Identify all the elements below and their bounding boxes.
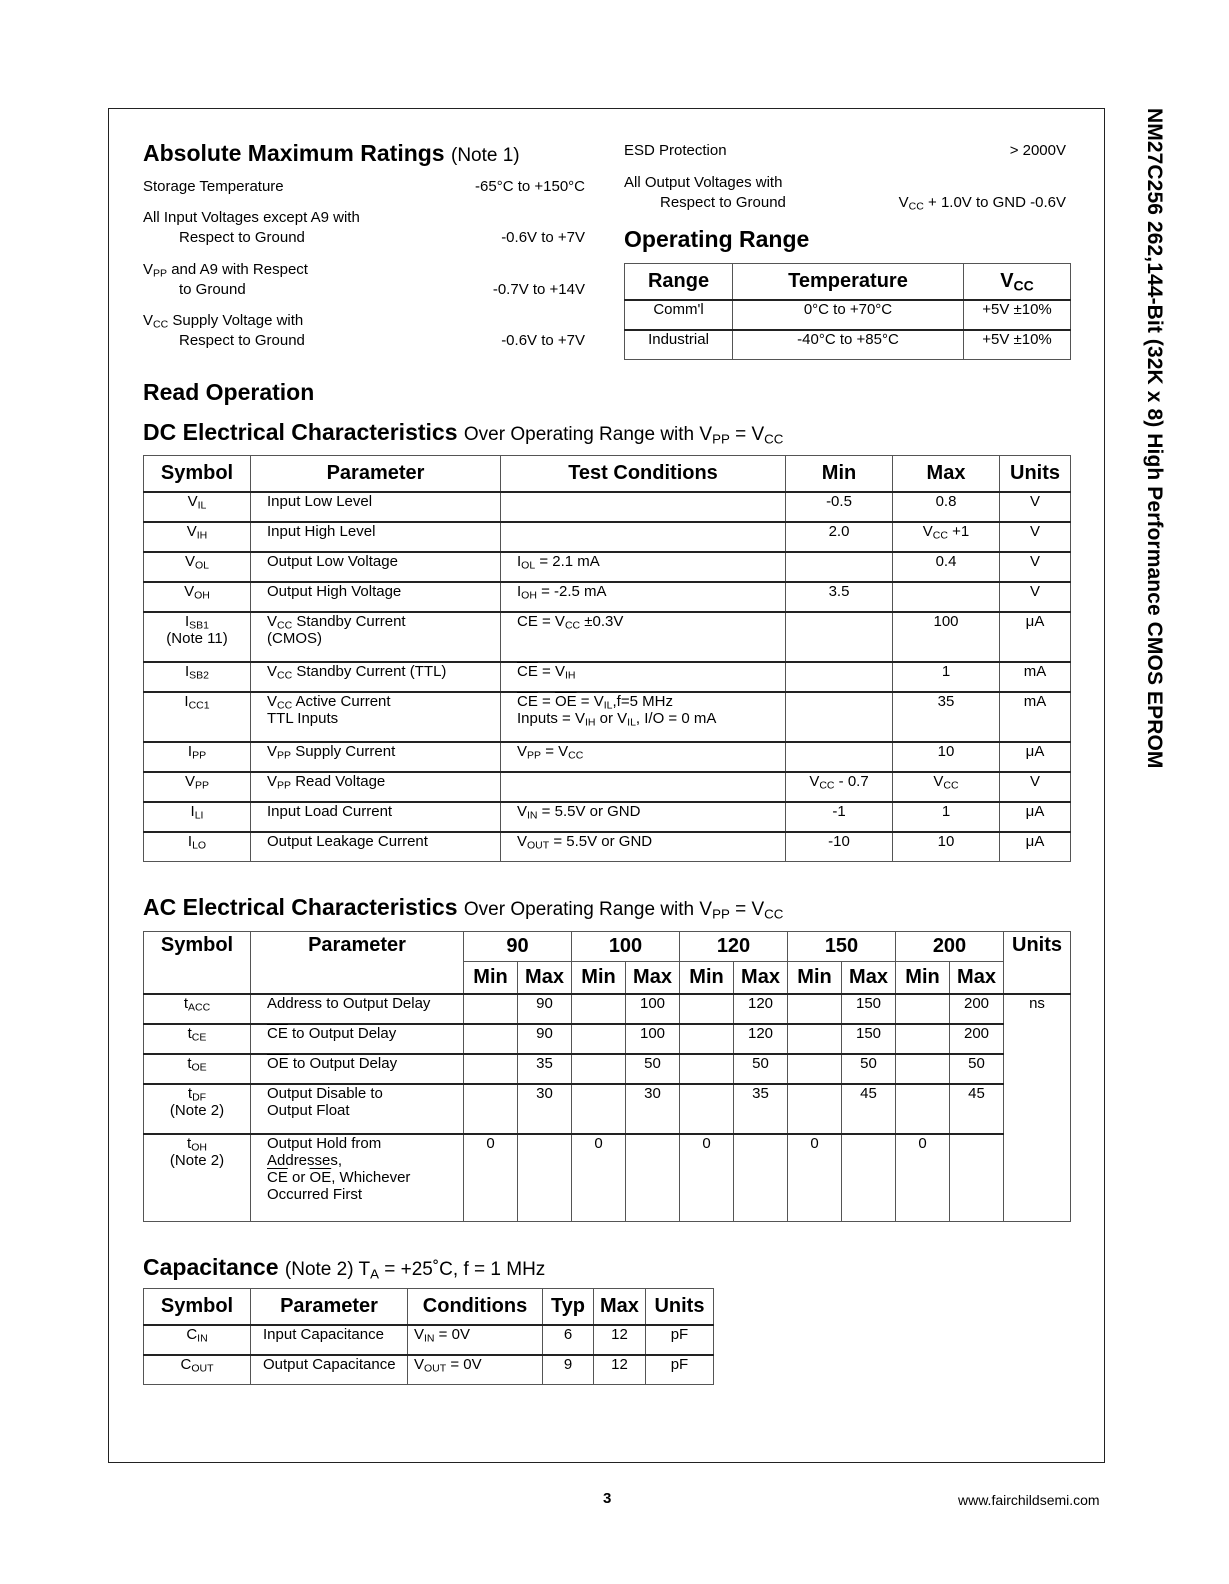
table-row: $V_{OL}$ Output Low Voltage $I_{OL} = 2.1$ mA 0.4 V [144,552,1071,582]
operating-range-table: Range Temperature $V_{CC}$ Comm'l 0°C to +70°C +5V ±10% Industrial -40°C to +85°C +5V ±10% [624,263,1071,360]
rating-input-voltages: All Input Voltages except A9 with Respect to Ground -0.6V to +7V [143,209,585,246]
table-row: $t_{DF}$ (Note 2) Output Disable to Output Float 30 30 35 45 45 [144,1084,1071,1134]
table-row: $V_{IL}$ Input Low Level -0.5 0.8 V [144,492,1071,522]
table-row: $I_{LO}$ Output Leakage Current $V_{OUT} = 5.5V$ or GND -10 10 μA [144,832,1071,862]
table-row: $t_{OE}$ $\overline{OE}$ to Output Delay 35 50 50 50 50 [144,1054,1071,1084]
operating-range-title: Operating Range [624,226,810,252]
table-row: $I_{PP}$ $V_{PP}$ Supply Current $V_{PP} = V_{CC}$ 10 μA [144,742,1071,772]
capacitance-table: Symbol Parameter Conditions Typ Max Units $C_{IN}$ Input Capacitance $V_{IN} = 0V$ 6 12 pF $C_{OUT}$ Output Capacitance $V_{OUT} = 0V$ 9 12 pF [143,1288,714,1385]
rating-storage: Storage Temperature -65°C to +150°C [143,178,585,195]
page-number: 3 [603,1490,612,1507]
rating-vcc-supply: $V_{CC}$ Supply Voltage with Respect to Ground -0.6V to +7V [143,312,585,349]
table-row: Industrial -40°C to +85°C +5V ±10% [625,330,1071,360]
table-row: $t_{OH}$ (Note 2) Output Hold from Addresses, $\overline{CE}$ or $\overline{OE}$, Whichever Occurred First 0 0 0 0 0 [144,1134,1071,1222]
table-row: $I_{SB2}$ $V_{CC}$ Standby Current (TTL) $\overline{CE} = V_{IH}$ 1 mA [144,662,1071,692]
table-row: $I_{SB1}$ (Note 11) $V_{CC}$ Standby Current (CMOS) CE = $V_{CC} \pm 0.3V$ 100 μA [144,612,1071,662]
side-title: NM27C256 262,144-Bit (32K x 8) High Performance CMOS EPROM [1143,108,1166,769]
table-row: $I_{LI}$ Input Load Current $V_{IN} = 5.5V$ or GND -1 1 μA [144,802,1071,832]
table-row: Comm'l 0°C to +70°C +5V ±10% [625,300,1071,330]
dc-title: DC Electrical Characteristics Over Operating Range with $V_{PP} = V_{CC}$ [143,419,784,447]
read-operation-title: Read Operation [143,379,315,405]
rating-esd: ESD Protection > 2000V [624,142,1066,159]
dc-table: Symbol Parameter Test Conditions Min Max Units $V_{IL}$ Input Low Level -0.5 0.8 V $V_{IH}$ Input High Level 2.0 $V_{CC} +1$ V $V_{OL}$ Output Low Voltage $I_{OL} = 2.1$ mA 0.4 V $V_{OH}$ Output High Voltage $I_{OH} = -2.5$ mA 3.5 V $I_{SB1}$ (Note 11) $V_{CC}$ Standby Current (CMOS) CE = $V_{CC} \pm 0.3V$ 100 μA $I_{SB2}$ $V_{CC}$ Standby Current (TTL) $\overline{CE} = V_{IH}$ 1 mA $I_{CC1}$ $V_{CC}$ Active Current TTL Inputs $\overline{CE} = \overline{OE} = V_{IL},f=5$ MHz Inputs = $V_{IH}$ or $V_{IL}$, I/O = 0 mA 35 mA $I_{PP}$ $V_{PP}$ Supply Current $V_{PP} = V_{CC}$ 10 μA $V_{PP}$ $V_{PP}$ Read Voltage $V_{CC} - 0.7$ $V_{CC}$ V $I_{LI}$ Input Load Current $V_{IN} = 5.5V$ or GND -1 1 μA $I_{LO}$ Output Leakage Current $V_{OUT} = 5.5V$ or GND -10 10 μA [143,455,1071,862]
capacitance-title: Capacitance (Note 2) $T_A$ = +25˚C, f = 1 MHz [143,1254,546,1282]
table-row: $V_{OH}$ Output High Voltage $I_{OH} = -2.5$ mA 3.5 V [144,582,1071,612]
table-row: $I_{CC1}$ $V_{CC}$ Active Current TTL Inputs $\overline{CE} = \overline{OE} = V_{IL},f=5$ MHz Inputs = $V_{IH}$ or $V_{IL}$, I/O = 0 mA 35 mA [144,692,1071,742]
rating-output-voltages: All Output Voltages with Respect to Ground $V_{CC} + 1.0V$ to GND -0.6V [624,174,1066,213]
ac-title: AC Electrical Characteristics Over Operating Range with $V_{PP} = V_{CC}$ [143,894,784,922]
table-row: $V_{PP}$ $V_{PP}$ Read Voltage $V_{CC} - 0.7$ $V_{CC}$ V [144,772,1071,802]
abs-max-title: Absolute Maximum Ratings (Note 1) [143,140,520,166]
table-row: $C_{IN}$ Input Capacitance $V_{IN} = 0V$ 6 12 pF [144,1325,714,1355]
table-row: $t_{ACC}$ Address to Output Delay 90 100 120 150 200 ns [144,994,1071,1024]
table-row: $t_{CE}$ $\overline{CE}$ to Output Delay 90 100 120 150 200 [144,1024,1071,1054]
table-row: $V_{IH}$ Input High Level 2.0 $V_{CC} +1$ V [144,522,1071,552]
ac-table: Symbol Parameter 90 100 120 150 200 Units Min Max Min Max Min Max Min Max Min Max $t_{ACC}$ Address to Output Delay 90 100 120 150 200 ns $t_{CE}$ $\overline{CE}$ to Output Delay 90 100 120 150 200 $t_{OE}$ $\overline{OE}$ to Output Delay 35 50 50 50 50 $t_{DF}$ (Note 2) Output Disable to Output Float 30 30 35 45 45 $t_{OH}$ (Note 2) Output Hold from Addresses, $\overline{CE}$ or $\overline{OE}$, Whichever Occurred First 0 0 0 0 0 [143,931,1071,1222]
rating-vpp-a9: $V_{PP}$ and A9 with Respect to Ground -0.7V to +14V [143,261,585,298]
footer-url[interactable]: www.fairchildsemi.com [958,1492,1100,1508]
table-row: $C_{OUT}$ Output Capacitance $V_{OUT} = 0V$ 9 12 pF [144,1355,714,1385]
